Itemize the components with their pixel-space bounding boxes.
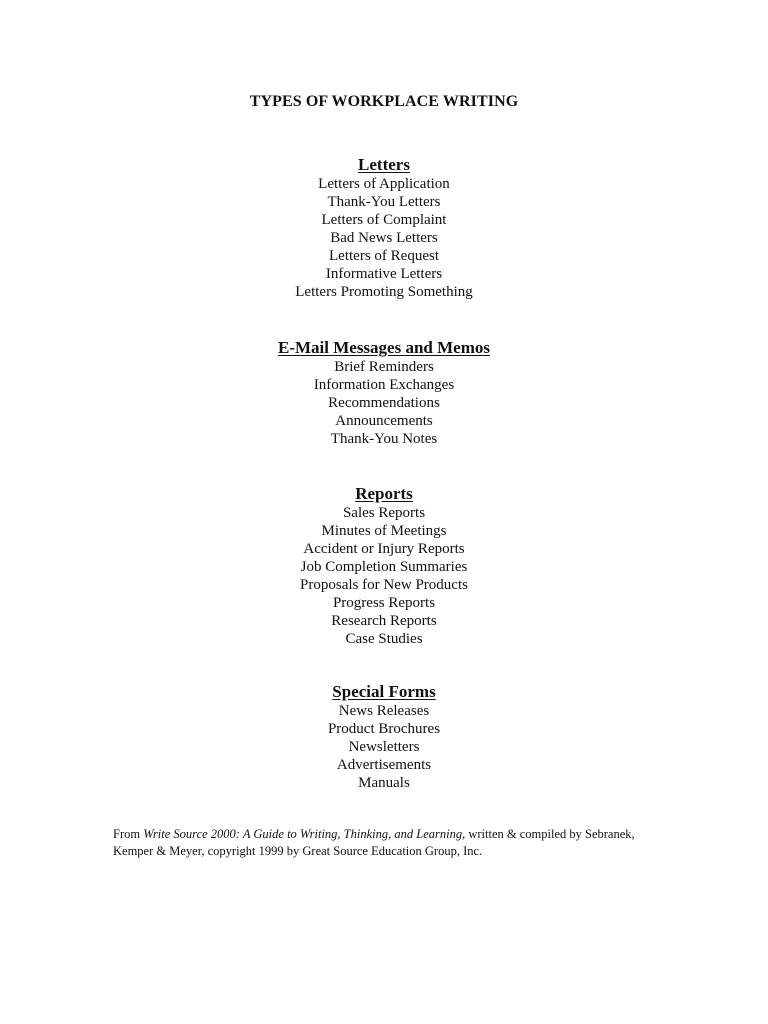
list-item: News Releases — [338, 703, 430, 719]
footnote-prefix: From — [113, 827, 144, 841]
list-item: Sales Reports — [342, 505, 426, 521]
list-item: Newsletters — [348, 739, 420, 755]
list-item: Proposals for New Products — [300, 577, 468, 593]
section-special-forms — [0, 682, 768, 792]
list-item: Informative Letters — [325, 266, 443, 282]
footnote-book-title: Write Source 2000: A Guide to Writing, Thinking, and Learning, — [143, 827, 466, 841]
item-list — [0, 702, 768, 792]
section-heading: E-Mail Messages and Memos — [277, 338, 490, 357]
list-item: Letters of Complaint — [321, 212, 447, 228]
list-item: Thank-You Notes — [330, 431, 438, 447]
list-item: Accident or Injury Reports — [303, 541, 465, 557]
list-item: Advertisements — [336, 757, 432, 773]
item-list — [0, 175, 768, 301]
list-item: Letters of Application — [318, 176, 450, 192]
footnote-suffix: written & compiled by Sebranek, Kemper & Meyer, copyright 1999 by Great Source Education Group, Inc. — [113, 827, 635, 858]
list-item: Information Exchanges — [313, 377, 455, 393]
list-item: Manuals — [358, 775, 410, 791]
page-title: TYPES OF WORKPLACE WRITING — [249, 93, 519, 110]
item-list — [0, 358, 768, 448]
list-item: Letters of Request — [329, 248, 439, 264]
source-footnote — [113, 826, 673, 860]
section-letters — [0, 155, 768, 301]
section-reports — [0, 484, 768, 648]
item-list — [0, 504, 768, 648]
section-email-messages-memos — [0, 338, 768, 448]
list-item: Case Studies — [345, 631, 423, 647]
list-item: Bad News Letters — [330, 230, 438, 246]
list-item: Thank-You Letters — [327, 194, 441, 210]
list-item: Product Brochures — [327, 721, 441, 737]
list-item: Recommendations — [328, 395, 440, 411]
section-heading: Letters — [358, 155, 410, 174]
list-item: Minutes of Meetings — [321, 523, 447, 539]
list-item: Letters Promoting Something — [295, 284, 473, 300]
section-heading: Reports — [355, 484, 413, 503]
list-item: Job Completion Summaries — [300, 559, 468, 575]
list-item: Progress Reports — [332, 595, 436, 611]
section-heading: Special Forms — [332, 682, 436, 701]
list-item: Research Reports — [331, 613, 437, 629]
list-item: Brief Reminders — [334, 359, 434, 375]
list-item: Announcements — [335, 413, 433, 429]
